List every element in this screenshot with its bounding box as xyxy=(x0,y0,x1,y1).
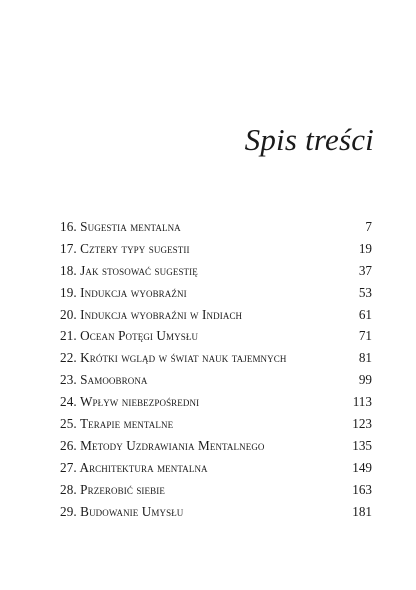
toc-entry xyxy=(60,260,372,282)
toc-entry-title: 27. Architektura mentalna xyxy=(60,459,208,475)
toc-entry-page: 135 xyxy=(352,437,372,453)
toc-entry-page: 71 xyxy=(358,328,372,344)
toc-entry-title: 25. Terapie mentalne xyxy=(60,416,174,432)
toc-entry-title: 22. Krótki wgląd w świat nauk tajemnych xyxy=(60,350,287,366)
toc-entry-page: 53 xyxy=(358,284,372,300)
toc-entry-page: 81 xyxy=(358,350,372,366)
toc-entry xyxy=(60,216,372,238)
toc-entry xyxy=(60,304,372,326)
toc-entry-page: 37 xyxy=(358,262,372,278)
toc-entry xyxy=(60,347,372,369)
toc-entry-page: 163 xyxy=(352,481,372,497)
toc-entry xyxy=(60,238,372,260)
toc-entry-title: 21. Ocean Potęgi Umysłu xyxy=(60,328,199,344)
toc-entry xyxy=(60,435,372,457)
toc-entry xyxy=(60,369,372,391)
table-of-contents xyxy=(60,216,372,522)
toc-entry-title: 19. Indukcja wyobraźni xyxy=(60,284,187,300)
toc-entry-title: 23. Samoobrona xyxy=(60,372,148,388)
toc-entry-title: 16. Sugestia mentalna xyxy=(60,219,181,234)
toc-entry-page: 61 xyxy=(358,306,372,322)
toc-entry-title: 24. Wpływ niebezpośredni xyxy=(60,394,200,410)
toc-entry-page: 7 xyxy=(365,219,372,234)
toc-entry xyxy=(60,479,372,501)
toc-entry xyxy=(60,457,372,479)
toc-entry-title: 18. Jak stosować sugestię xyxy=(60,262,198,278)
toc-entry-page: 181 xyxy=(352,503,372,519)
toc-entry-page: 149 xyxy=(352,459,372,475)
toc-entry xyxy=(60,501,372,523)
toc-entry-page: 19 xyxy=(358,240,372,256)
toc-entry-title: 17. Cztery typy sugestii xyxy=(60,240,190,256)
toc-entry-page: 99 xyxy=(358,372,372,388)
page-title: Spis treści xyxy=(244,122,374,157)
toc-entry-title: 29. Budowanie Umysłu xyxy=(60,503,184,519)
toc-entry-page: 123 xyxy=(352,416,372,432)
toc-entry-title: 26. Metody Uzdrawiania Mentalnego xyxy=(60,437,265,453)
toc-entry xyxy=(60,391,372,413)
toc-entry xyxy=(60,413,372,435)
toc-entry-title: 20. Indukcja wyobraźni w Indiach xyxy=(60,306,243,322)
toc-entry xyxy=(60,282,372,304)
toc-entry xyxy=(60,325,372,347)
toc-entry-title: 28. Przerobić siebie xyxy=(60,481,165,497)
toc-entry-page: 113 xyxy=(352,394,372,410)
